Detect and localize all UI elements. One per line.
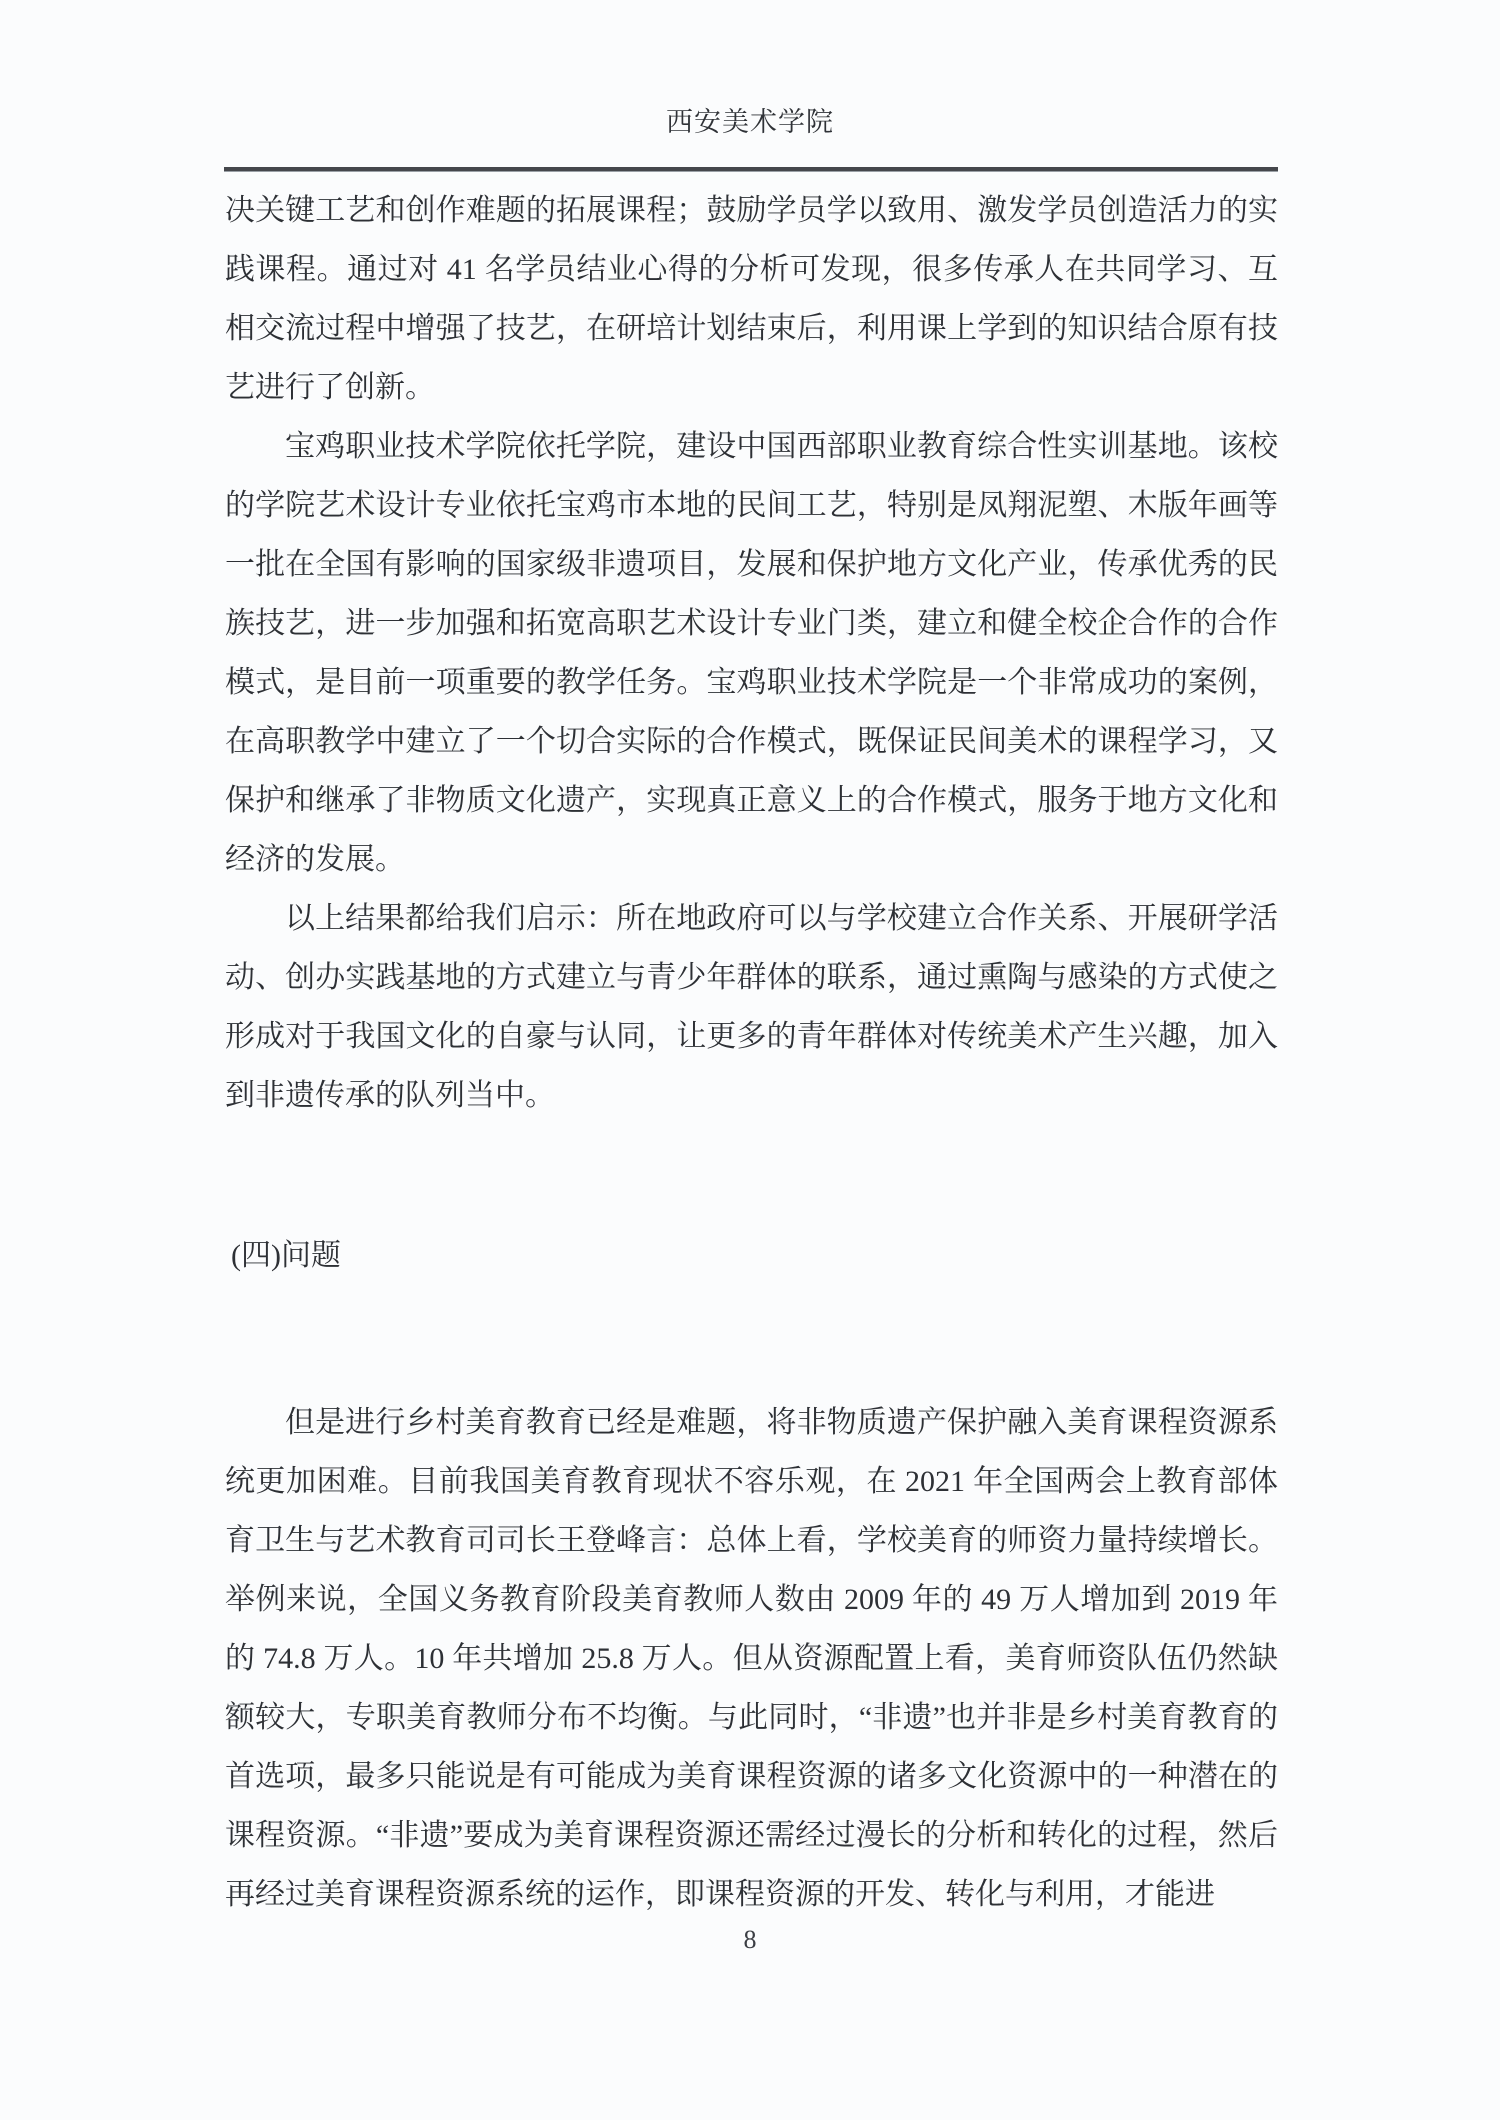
page-number: 8 bbox=[743, 1925, 757, 1954]
header-rule bbox=[224, 167, 1278, 172]
paragraph: 但是进行乡村美育教育已经是难题，将非物质遗产保护融入美育课程资源系统更加困难。目前我国美育教育现状不容乐观，在 2021 年全国两会上教育部体育卫生与艺术教育司司长王登峰言：总体上看，学校美育的师资力量持续增长。举例来说，全国义务教育阶段美育教师人数由 2009 年的 49 万人增加到 2019 年的 74.8 万人。10 年共增加 25.8 万人。但从资源配置上看，美育师资队伍仍然缺额较大，专职美育教师分布不均衡。与此同时，“非遗”也并非是乡村美育教育的首选项，最多只能说是有可能成为美育课程资源的诸多文化资源中的一种潜在的课程资源。“非遗”要成为美育课程资源还需经过漫长的分析和转化的过程，然后再经过美育课程资源系统的运作，即课程资源的开发、转化与利用，才能进 bbox=[225, 1406, 1278, 1911]
paragraph: 以上结果都给我们启示：所在地政府可以与学校建立合作关系、开展研学活动、创办实践基地的方式建立与青少年群体的联系，通过熏陶与感染的方式使之形成对于我国文化的自豪与认同，让更多的青年群体对传统美术产生兴趣，加入到非遗传承的队列当中。 bbox=[225, 902, 1278, 1112]
section-heading: (四)问题 bbox=[231, 1239, 341, 1272]
paragraph: 决关键工艺和创作难题的拓展课程；鼓励学员学以致用、激发学员创造活力的实践课程。通过对 41 名学员结业心得的分析可发现，很多传承人在共同学习、互相交流过程中增强了技艺，在研培计划结束后，利用课上学到的知识结合原有技艺进行了创新。 bbox=[225, 194, 1278, 404]
document-body bbox=[225, 181, 1278, 1924]
paragraph: 宝鸡职业技术学院依托学院，建设中国西部职业教育综合性实训基地。该校的学院艺术设计专业依托宝鸡市本地的民间工艺，特别是凤翔泥塑、木版年画等一批在全国有影响的国家级非遗项目，发展和保护地方文化产业，传承优秀的民族技艺，进一步加强和拓宽高职艺术设计专业门类，建立和健全校企合作的合作模式，是目前一项重要的教学任务。宝鸡职业技术学院是一个非常成功的案例，在高职教学中建立了一个切合实际的合作模式，既保证民间美术的课程学习，又保护和继承了非物质文化遗产，实现真正意义上的合作模式，服务于地方文化和经济的发展。 bbox=[225, 430, 1278, 876]
page-header-title: 西安美术学院 bbox=[666, 107, 834, 137]
